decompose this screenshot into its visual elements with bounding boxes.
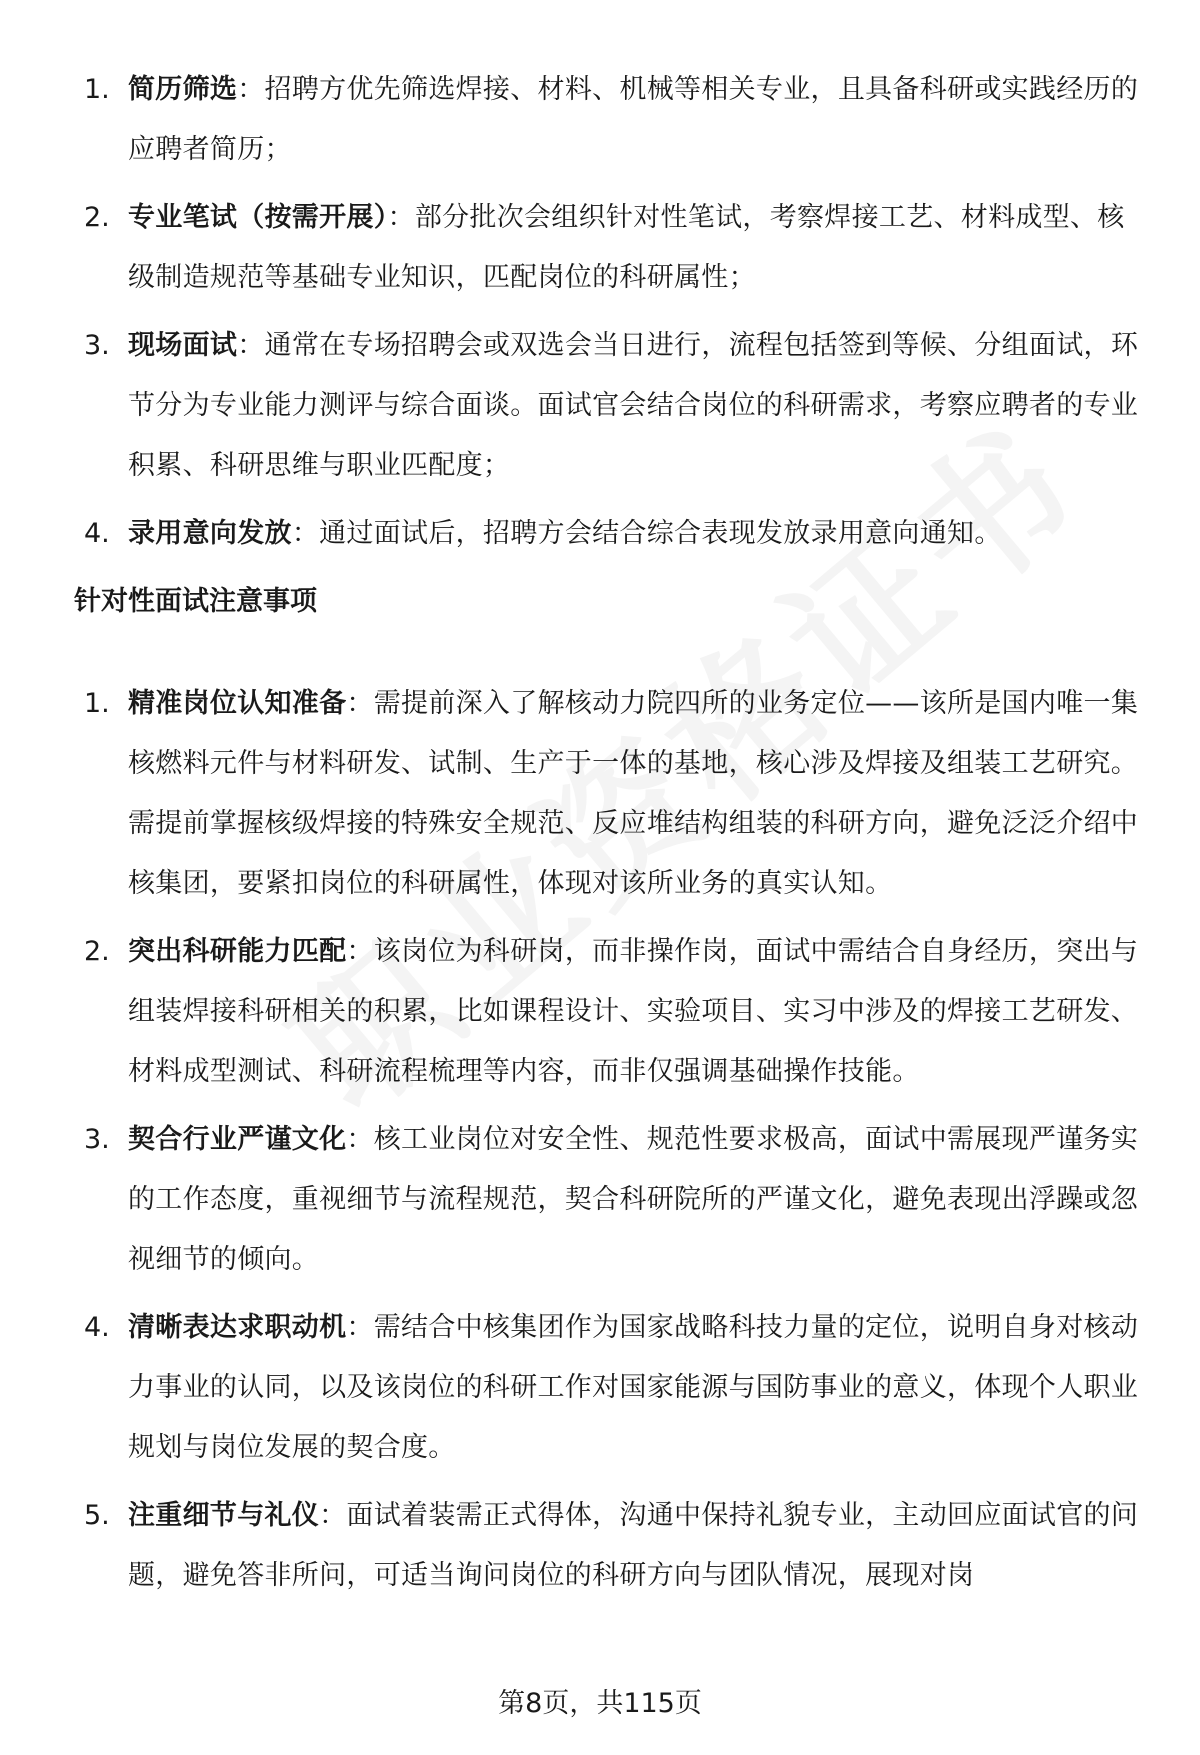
item-separator: ： xyxy=(346,688,374,719)
item-title: 简历筛选 xyxy=(128,74,238,105)
process-list xyxy=(0,60,1200,572)
item-body: 核工业岗位对安全性、规范性要求极高，面试中需展现严谨务实的工作态度，重视细节与流程规范，契合科研院所的严谨文化，避免表现出浮躁或忽视细节的倾向。 xyxy=(128,1124,1139,1275)
item-body: 面试着装需正式得体，沟通中保持礼貌专业，主动回应面试官的问题，避免答非所问，可适当询问岗位的科研方向与团队情况，展现对岗 xyxy=(128,1500,1139,1591)
item-number: 2. xyxy=(84,202,110,233)
list-item xyxy=(0,316,1200,496)
item-title: 清晰表达求职动机 xyxy=(128,1312,347,1343)
item-separator: ： xyxy=(319,1500,347,1531)
section-heading: 针对性面试注意事项 xyxy=(74,586,317,617)
list-item xyxy=(0,60,1200,180)
item-number: 3. xyxy=(84,330,110,361)
list-item xyxy=(0,504,1200,564)
item-number: 2. xyxy=(84,936,110,967)
item-body: 招聘方优先筛选焊接、材料、机械等相关专业，且具备科研或实践经历的应聘者简历； xyxy=(128,74,1139,165)
item-title: 注重细节与礼仪 xyxy=(128,1500,320,1531)
list-item xyxy=(0,674,1200,914)
item-body: 需提前深入了解核动力院四所的业务定位——该所是国内唯一集核燃料元件与材料研发、试制、生产于一体的基地，核心涉及焊接及组装工艺研究。需提前掌握核级焊接的特殊安全规范、反应堆结构组装的科研方向，避免泛泛介绍中核集团，要紧扣岗位的科研属性，体现对该所业务的真实认知。 xyxy=(128,688,1139,899)
item-number: 4. xyxy=(84,518,110,549)
item-title: 突出科研能力匹配 xyxy=(128,936,347,967)
item-body: 需结合中核集团作为国家战略科技力量的定位，说明自身对核动力事业的认同，以及该岗位的科研工作对国家能源与国防事业的意义，体现个人职业规划与岗位发展的契合度。 xyxy=(128,1312,1139,1463)
item-number: 4. xyxy=(84,1312,110,1343)
item-body: 该岗位为科研岗，而非操作岗，面试中需结合自身经历，突出与组装焊接科研相关的积累，比如课程设计、实验项目、实习中涉及的焊接工艺研发、材料成型测试、科研流程梳理等内容，而非仅强调基础操作技能。 xyxy=(128,936,1139,1087)
item-title: 契合行业严谨文化 xyxy=(128,1124,347,1155)
list-item xyxy=(0,188,1200,308)
item-title: 现场面试 xyxy=(128,330,238,361)
item-body: 通常在专场招聘会或双选会当日进行，流程包括签到等候、分组面试，环节分为专业能力测评与综合面谈。面试官会结合岗位的科研需求，考察应聘者的专业积累、科研思维与职业匹配度； xyxy=(128,330,1139,481)
item-title: 专业笔试（按需开展） xyxy=(128,202,388,233)
item-separator: ： xyxy=(237,74,265,105)
list-item xyxy=(0,1486,1200,1606)
item-number: 1. xyxy=(84,688,110,719)
item-number: 5. xyxy=(84,1500,110,1531)
list-item xyxy=(0,1110,1200,1290)
item-separator: ： xyxy=(346,1124,374,1155)
item-separator: ： xyxy=(291,518,320,549)
list-item xyxy=(0,1298,1200,1478)
item-body: 部分批次会组织针对性笔试，考察焊接工艺、材料成型、核级制造规范等基础专业知识，匹配岗位的科研属性； xyxy=(128,202,1125,293)
item-separator: ： xyxy=(346,1312,374,1343)
item-title: 精准岗位认知准备 xyxy=(128,688,347,719)
item-body: 通过面试后，招聘方会结合综合表现发放录用意向通知。 xyxy=(319,518,1002,549)
item-number: 1. xyxy=(84,74,110,105)
item-separator: ： xyxy=(387,202,415,233)
list-item xyxy=(0,922,1200,1102)
item-separator: ： xyxy=(346,936,374,967)
page-footer: 第8页，共115页 xyxy=(498,1688,702,1719)
item-title: 录用意向发放 xyxy=(128,518,292,549)
item-number: 3. xyxy=(84,1124,110,1155)
item-separator: ： xyxy=(237,330,265,361)
tips-list xyxy=(0,674,1200,1614)
